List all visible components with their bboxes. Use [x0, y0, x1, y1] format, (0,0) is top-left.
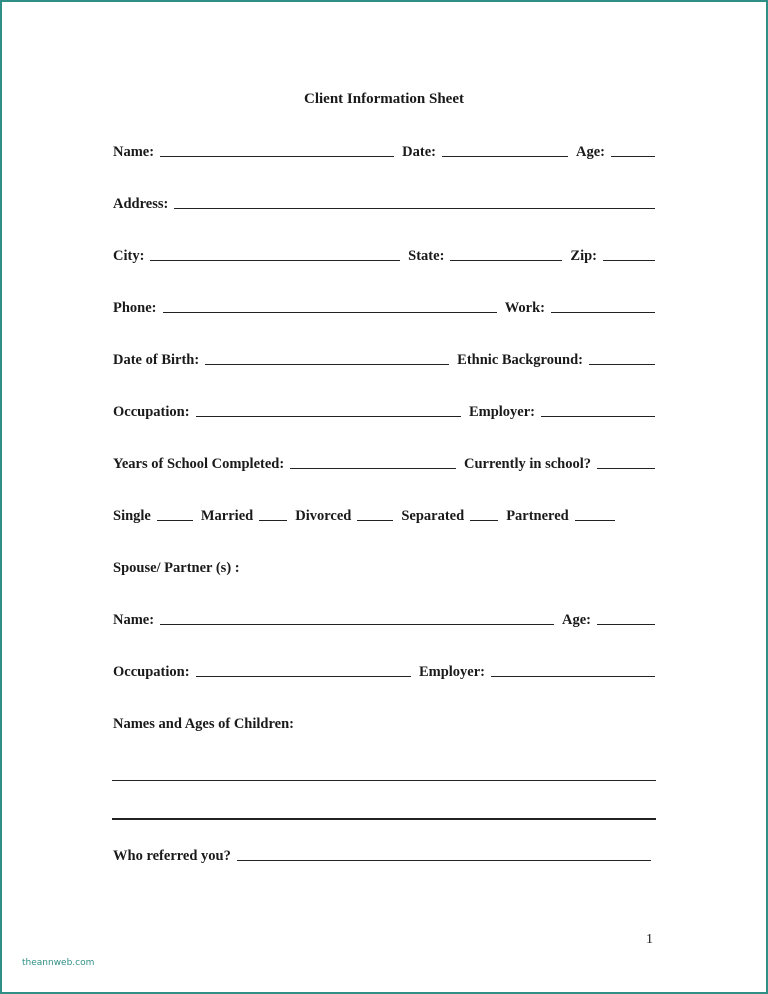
row-dob-ethnic	[113, 352, 655, 369]
divorced-field[interactable]	[357, 519, 393, 521]
row-city-state-zip	[113, 248, 655, 265]
address-label: Address:	[113, 196, 169, 212]
watermark-text: theannweb.com	[22, 958, 95, 968]
employer-label: Employer:	[468, 404, 535, 420]
row-name-date-age	[113, 144, 655, 161]
spouse-heading: Spouse/ Partner (s) :	[113, 560, 240, 576]
dob-field[interactable]	[205, 363, 449, 365]
referred-label: Who referred you?	[113, 848, 231, 864]
page-number: 1	[646, 932, 653, 947]
zip-field[interactable]	[603, 259, 655, 261]
currently-school-field[interactable]	[597, 467, 655, 469]
phone-label: Phone:	[113, 300, 157, 316]
occupation-field[interactable]	[196, 415, 461, 417]
married-label: Married	[200, 508, 254, 524]
separated-label: Separated	[401, 508, 465, 524]
work-phone-field[interactable]	[551, 311, 655, 313]
form-title: Client Information Sheet	[304, 91, 464, 107]
row-marital-status	[113, 508, 641, 525]
city-field[interactable]	[150, 259, 400, 261]
row-address	[113, 196, 655, 213]
spouse-name-field[interactable]	[160, 623, 554, 625]
referred-field[interactable]	[237, 859, 651, 861]
spouse-name-label: Name:	[113, 612, 155, 628]
name-field[interactable]	[160, 155, 394, 157]
spouse-employer-label: Employer:	[418, 664, 485, 680]
spouse-age-field[interactable]	[597, 623, 655, 625]
spouse-age-label: Age:	[562, 612, 591, 628]
spouse-employer-field[interactable]	[491, 675, 655, 677]
date-field[interactable]	[442, 155, 568, 157]
ethnic-field[interactable]	[589, 363, 655, 365]
single-label: Single	[113, 508, 151, 524]
work-label: Work:	[504, 300, 545, 316]
years-school-label: Years of School Completed:	[113, 456, 285, 472]
row-phone-work	[113, 300, 655, 317]
partnered-label: Partnered	[506, 508, 569, 524]
row-children	[113, 716, 655, 733]
zip-label: Zip:	[570, 248, 597, 264]
date-label: Date:	[402, 144, 436, 160]
age-label: Age:	[576, 144, 605, 160]
row-spouse-occupation-employer	[113, 664, 655, 681]
children-label: Names and Ages of Children:	[113, 716, 294, 732]
phone-field[interactable]	[163, 311, 497, 313]
row-occupation-employer	[113, 404, 655, 421]
state-label: State:	[408, 248, 445, 264]
separated-field[interactable]	[470, 519, 498, 521]
years-school-field[interactable]	[290, 467, 456, 469]
currently-school-label: Currently in school?	[463, 456, 591, 472]
address-field[interactable]	[174, 207, 655, 209]
divorced-label: Divorced	[295, 508, 352, 524]
row-referred	[113, 848, 651, 865]
row-spouse-name-age	[113, 612, 655, 629]
dob-label: Date of Birth:	[113, 352, 200, 368]
ethnic-label: Ethnic Background:	[457, 352, 583, 368]
single-field[interactable]	[157, 519, 193, 521]
state-field[interactable]	[450, 259, 562, 261]
city-label: City:	[113, 248, 145, 264]
married-field[interactable]	[259, 519, 287, 521]
spouse-occupation-field[interactable]	[196, 675, 411, 677]
name-label: Name:	[113, 144, 155, 160]
children-line-1[interactable]	[112, 780, 656, 781]
partnered-field[interactable]	[575, 519, 615, 521]
age-field[interactable]	[611, 155, 655, 157]
employer-field[interactable]	[541, 415, 655, 417]
occupation-label: Occupation:	[113, 404, 190, 420]
spouse-occupation-label: Occupation:	[113, 664, 190, 680]
children-line-2[interactable]	[112, 818, 656, 820]
row-spouse-heading	[113, 560, 655, 577]
row-school	[113, 456, 655, 473]
